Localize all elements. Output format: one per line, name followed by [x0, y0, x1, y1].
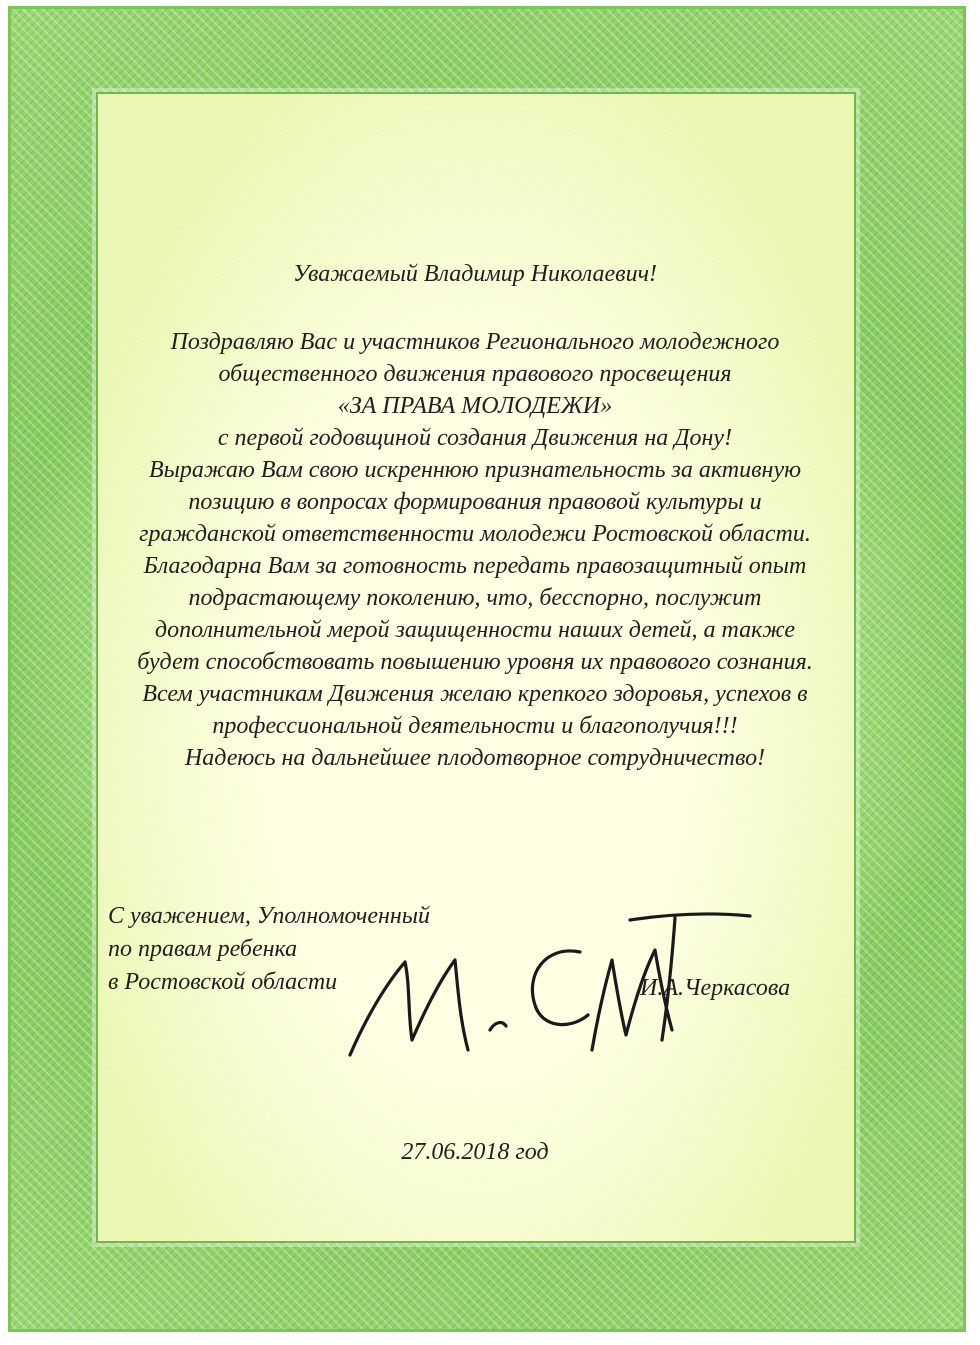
- body-line: гражданской ответственности молодежи Ростовской области.: [139, 521, 811, 547]
- body-line: общественного движения правового просвещения: [218, 361, 732, 387]
- body-line: дополнительной мерой защищенности наших детей, а также: [154, 617, 796, 643]
- greeting: Уважаемый Владимир Николаевич!: [292, 261, 658, 287]
- body-line: Всем участникам Движения желаю крепкого здоровья, успехов в: [142, 681, 808, 707]
- body-line: Благодарна Вам за готовность передать правозащитный опыт: [143, 553, 807, 579]
- body-line: Выражаю Вам свою искреннюю признательность за активную: [148, 457, 802, 483]
- body-line: Надеюсь на дальнейшее плодотворное сотрудничество!: [184, 745, 766, 771]
- letter-date: 27.06.2018 год: [401, 1139, 549, 1165]
- signer-name: И.А.Черкасова: [640, 975, 791, 1001]
- body-line: Поздравляю Вас и участников Регионального молодежного: [170, 329, 780, 355]
- closing-line: по правам ребенка: [108, 936, 298, 962]
- body-line: позицию в вопросах формирования правовой культуры и: [188, 489, 762, 515]
- body-line: «ЗА ПРАВА МОЛОДЕЖИ»: [337, 393, 613, 419]
- body-line: будет способствовать повышению уровня их правового сознания.: [137, 649, 813, 675]
- body-line: подрастающему поколению, что, бесспорно, послужит: [188, 585, 762, 611]
- closing-line: С уважением, Уполномоченный: [108, 903, 431, 929]
- closing-line: в Ростовской области: [108, 969, 338, 995]
- body-line: с первой годовщиной создания Движения на Дону!: [217, 425, 733, 451]
- letter-body: [100, 326, 850, 774]
- body-line: профессиональной деятельности и благополучия!!!: [212, 713, 738, 739]
